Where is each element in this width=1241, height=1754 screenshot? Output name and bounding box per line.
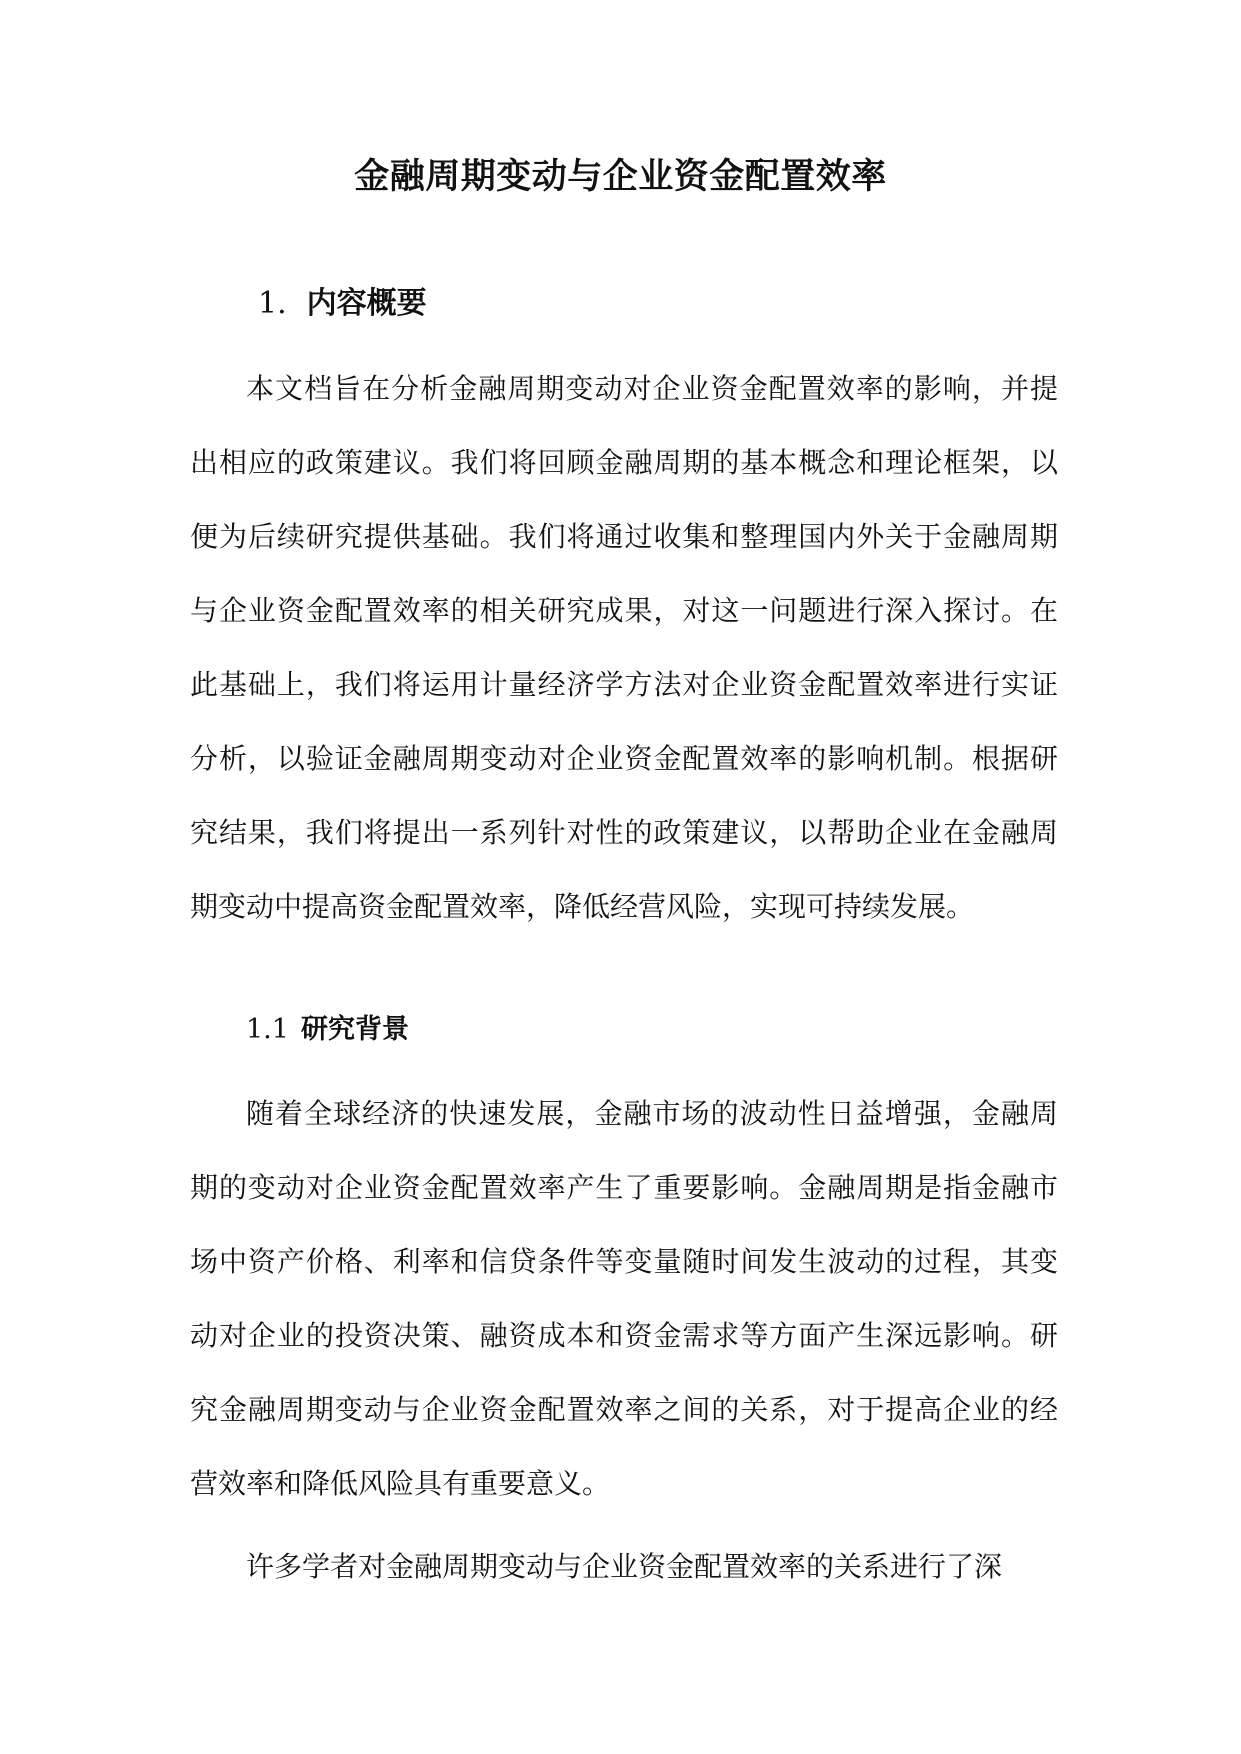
text-line: 分析，以验证金融周期变动对企业资金配置效率的影响机制。根据研 (190, 742, 1058, 775)
text-line: 究金融周期变动与企业资金配置效率之间的关系，对于提高企业的经 (190, 1393, 1058, 1426)
text-line: 期变动中提高资金配置效率，降低经营风险，实现可持续发展。 (190, 890, 975, 923)
text-line: 本文档旨在分析金融周期变动对企业资金配置效率的影响，并提 (246, 372, 1058, 405)
subsection-title: 研究背景 (300, 1014, 409, 1045)
text-line: 便为后续研究提供基础。我们将通过收集和整理国内外关于金融周期 (190, 520, 1058, 553)
text-line: 与企业资金配置效率的相关研究成果，对这一问题进行深入探讨。在 (190, 594, 1058, 627)
paragraph-summary (190, 352, 1058, 944)
text-line: 究结果，我们将提出一系列针对性的政策建议，以帮助企业在金融周 (190, 816, 1058, 849)
text-line: 此基础上，我们将运用计量经济学方法对企业资金配置效率进行实证 (190, 668, 1058, 701)
section-title: 内容概要 (306, 286, 427, 321)
section-heading-1-1 (246, 1010, 409, 1050)
text-line: 期的变动对企业资金配置效率产生了重要影响。金融周期是指金融市 (190, 1171, 1058, 1204)
text-line: 场中资产价格、利率和信贷条件等变量随时间发生波动的过程，其变 (190, 1245, 1058, 1278)
section-number: 1. (258, 286, 287, 321)
text-line: 许多学者对金融周期变动与企业资金配置效率的关系进行了深 (246, 1550, 1003, 1583)
text-line: 营效率和降低风险具有重要意义。 (190, 1467, 611, 1500)
text-line: 动对企业的投资决策、融资成本和资金需求等方面产生深远影响。研 (190, 1319, 1058, 1352)
paragraph-scholars (190, 1530, 1058, 1604)
document-title: 金融周期变动与企业资金配置效率 (354, 157, 887, 197)
text-line: 出相应的政策建议。我们将回顾金融周期的基本概念和理论框架，以 (190, 446, 1058, 479)
subsection-number: 1.1 (246, 1014, 289, 1045)
section-heading-1 (258, 282, 427, 326)
text-line: 随着全球经济的快速发展，金融市场的波动性日益增强，金融周 (246, 1097, 1058, 1130)
paragraph-background (190, 1077, 1058, 1521)
